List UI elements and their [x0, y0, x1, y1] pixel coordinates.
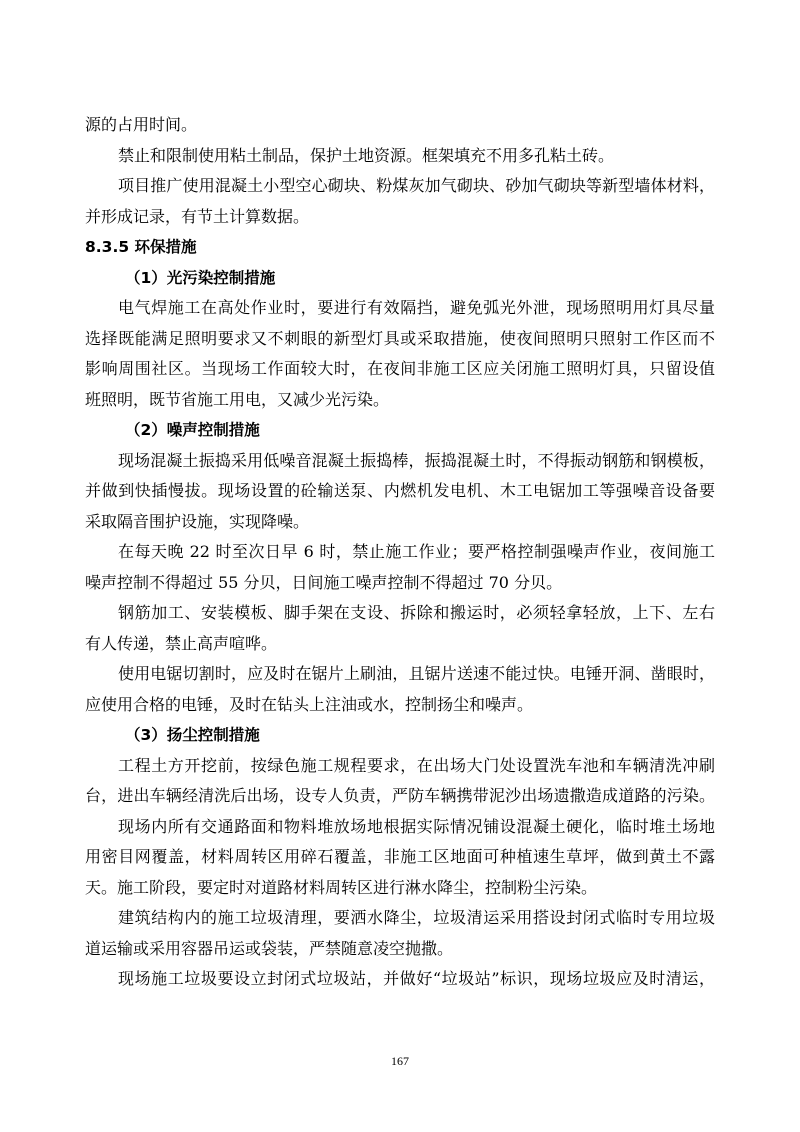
paragraph-first-line: 项目推广使用混凝土小型空心砌块、粉煤灰加气砌块、砂加气砌块等新型墙体材料，	[118, 176, 715, 195]
paragraph-line: 影响周围社区。当现场工作面较大时，在夜间非施工区应关闭施工照明灯具，只留设值	[85, 359, 715, 378]
paragraph-line: 源的占用时间。	[85, 115, 198, 134]
paragraph-first-line: 使用电锯切割时，应及时在锯片上刷油，且锯片送速不能过快。电锤开洞、凿眼时，	[118, 664, 715, 683]
paragraph-line: 应使用合格的电锤，及时在钻头上注油或水，控制扬尘和噪声。	[85, 694, 534, 714]
paragraph-first-line: 现场施工垃圾要设立封闭式垃圾站，并做好“垃圾站”标识，现场垃圾应及时清运，	[118, 969, 715, 988]
page-number: 167	[391, 1054, 409, 1068]
paragraph-first-line: 禁止和限制使用粘土制品，保护土地资源。框架填充不用多孔粘土砖。	[118, 145, 615, 165]
paragraph-line: 采取隔音围护设施，实现降噪。	[85, 511, 310, 531]
paragraph-first-line: 现场内所有交通路面和物料堆放场地根据实际情况铺设混凝土硬化，临时堆土场地	[118, 816, 715, 836]
section-heading: 8.3.5 环保措施	[85, 238, 197, 256]
paragraph-line: 天。施工阶段，要定时对道路材料周转区进行淋水降尘，控制粉尘污染。	[85, 877, 598, 897]
paragraph-line: 用密目网覆盖，材料周转区用碎石覆盖，非施工区地面可种植速生草坪，做到黄土不露	[85, 847, 715, 866]
paragraph-first-line: 工程土方开挖前，按绿色施工规程要求，在出场大门处设置洗车池和车辆清洗冲刷	[118, 755, 715, 775]
paragraph-first-line: 电气焊施工在高处作业时，要进行有效隔挡，避免弧光外泄，现场照明用灯具尽量	[118, 298, 715, 317]
document-body	[85, 110, 715, 995]
paragraph-line: 选择既能满足照明要求又不刺眼的新型灯具或采取措施，使夜间照明只照射工作区而不	[85, 328, 715, 348]
paragraph-first-line: 钢筋加工、安装模板、脚手架在支设、拆除和搬运时，必须轻拿轻放，上下、左右	[118, 603, 715, 622]
paragraph-line: 班照明，既节省施工用电，又减少光污染。	[85, 389, 390, 409]
paragraph-line: 噪声控制不得超过 55 分贝，日间施工噪声控制不得超过 70 分贝。	[85, 572, 563, 592]
paragraph-first-line: 在每天晚 22 时至次日早 6 时，禁止施工作业；要严格控制强噪声作业，夜间施工	[118, 542, 715, 561]
subsection-heading: （3）扬尘控制措施	[125, 726, 260, 744]
paragraph-first-line: 建筑结构内的施工垃圾清理，要洒水降尘，垃圾清运采用搭设封闭式临时专用垃圾	[118, 908, 715, 927]
paragraph-line: 道运输或采用容器吊运或袋装，严禁随意凌空抛撒。	[85, 938, 454, 958]
paragraph-line: 台，进出车辆经清洗后出场，设专人负责，严防车辆携带泥沙出场遗撒造成道路的污染。	[85, 786, 715, 805]
paragraph-line: 并做到快插慢拔。现场设置的砼输送泵、内燃机发电机、木工电锯加工等强噪音设备要	[85, 481, 715, 500]
paragraph-line: 有人传递，禁止高声喧哗。	[85, 633, 278, 653]
subsection-heading: （2）噪声控制措施	[125, 421, 260, 439]
paragraph-first-line: 现场混凝土振捣采用低噪音混凝土振捣棒，振捣混凝土时，不得振动钢筋和钢模板，	[118, 450, 715, 470]
subsection-heading: （1）光污染控制措施	[125, 268, 276, 287]
paragraph-line: 并形成记录，有节土计算数据。	[85, 206, 310, 226]
